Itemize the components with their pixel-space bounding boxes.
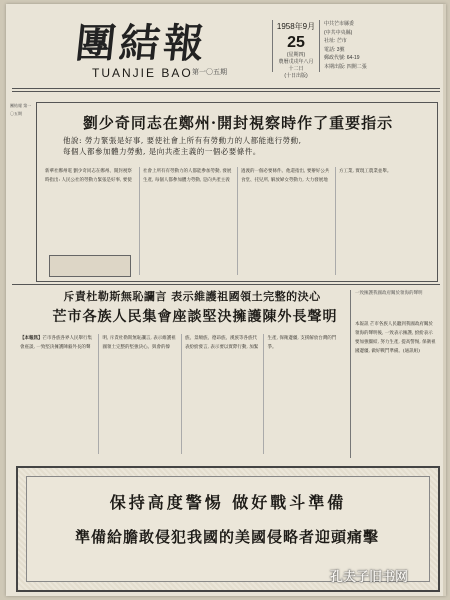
article-body: 芒市各族各界人民舉行集會座談, 一致堅決擁護陳毅外長的聲明, 斥責杜勒斯無恥讕言, 表示維護祖國領土完整的堅強決心。與會的傣族、景頗族、德昂族、漢族等各族代表紛紛發言, 表示要以實際行動, 加緊生產, 保衛邊疆, 支援解放台灣的鬥爭。 [20,336,337,350]
side-column [350,290,439,458]
date-line: (星期四) [286,52,306,58]
date-line: 農曆戊戌年八月 [278,59,314,65]
publisher-info [324,20,436,74]
masthead [6,4,446,84]
date-box [272,20,320,79]
article-dateline: 【本報訊】 [20,336,43,341]
paper-edge [443,4,446,596]
masthead-rule [12,88,440,89]
lead-article [36,102,438,282]
date-line: (十日出版) [284,73,308,79]
info-line: 本期出版: 四開二張 [324,63,367,70]
section-rule [12,284,440,285]
info-line: 電話: 3號 [324,46,345,53]
slogan-line-2: 準備給膽敢侵犯我國的美國侵略者迎頭痛擊 [74,528,379,546]
lead-headline: 劉少奇同志在鄭州·開封視察時作了重要指示 [82,114,394,132]
lead-sub-line: 他說: 勞力緊張是好事, 要使社會上所有有勞動力的人都能進行勞動, [63,136,302,145]
lead-sub-line: 每個人都參加體力勞動, 是向共產主義的一個必要條件。 [63,147,261,156]
date-year: 1958年9月 [276,22,316,31]
masthead-romanization: TUANJIE BAO [92,66,193,80]
info-line: 中共芒市縣委 [324,21,355,27]
date-line: 十二日 [288,66,304,72]
article-body-text [20,334,342,454]
date-day: 25 [287,34,305,51]
lead-body-text: 新華社鄭州電 劉少奇同志在鄭州、開封視察時指出: 人民公社的勞動力緊張是好事, 要使社會上所有有勞動力的人都能參加勞動, 發展生產, 每個人都參加體力勞動, 是向共產主義過渡的一個必要條件。他還指出, 要辦好公共食堂、托兒所, 解放婦女勞動力, 大力發展地方工業, 實現工農業並舉。 [45,169,392,183]
masthead-title: 團結報 [73,20,211,67]
issue-number: 第一〇五期 [192,69,227,76]
side-column-title: 一致擁護我國政府關於領海的聲明 [355,291,423,296]
masthead-rule [12,91,440,92]
info-line: (中共中央縣) [324,29,353,36]
article-kicker: 斥責杜勒斯無恥讕言 表示維護祖國領土完整的決心 [63,290,321,303]
newspaper-page [6,4,446,596]
slogan-line-1: 保持高度警惕 做好戰斗準備 [109,493,347,512]
info-line: 社址: 芒市 [324,38,347,44]
watermark: 孔夫子旧书网 [330,570,409,585]
article-headline: 芒市各族人民集會座談堅決擁護陳外長聲明 [52,309,338,325]
lead-subheadline [63,135,423,157]
side-column-body: 本報訊 芒市各族人民聽到我國政府關於領海的聲明後, 一致表示擁護, 紛紛表示要加強團結, 努力生產, 提高警惕, 保衛祖國邊疆, 做好戰鬥準備。(通訊組) [355,322,436,354]
left-margin-column: 團結報 第一〇五期 [10,103,32,116]
lead-inset-box [49,255,131,277]
info-line: 郵政代號: 64-19 [324,55,360,61]
